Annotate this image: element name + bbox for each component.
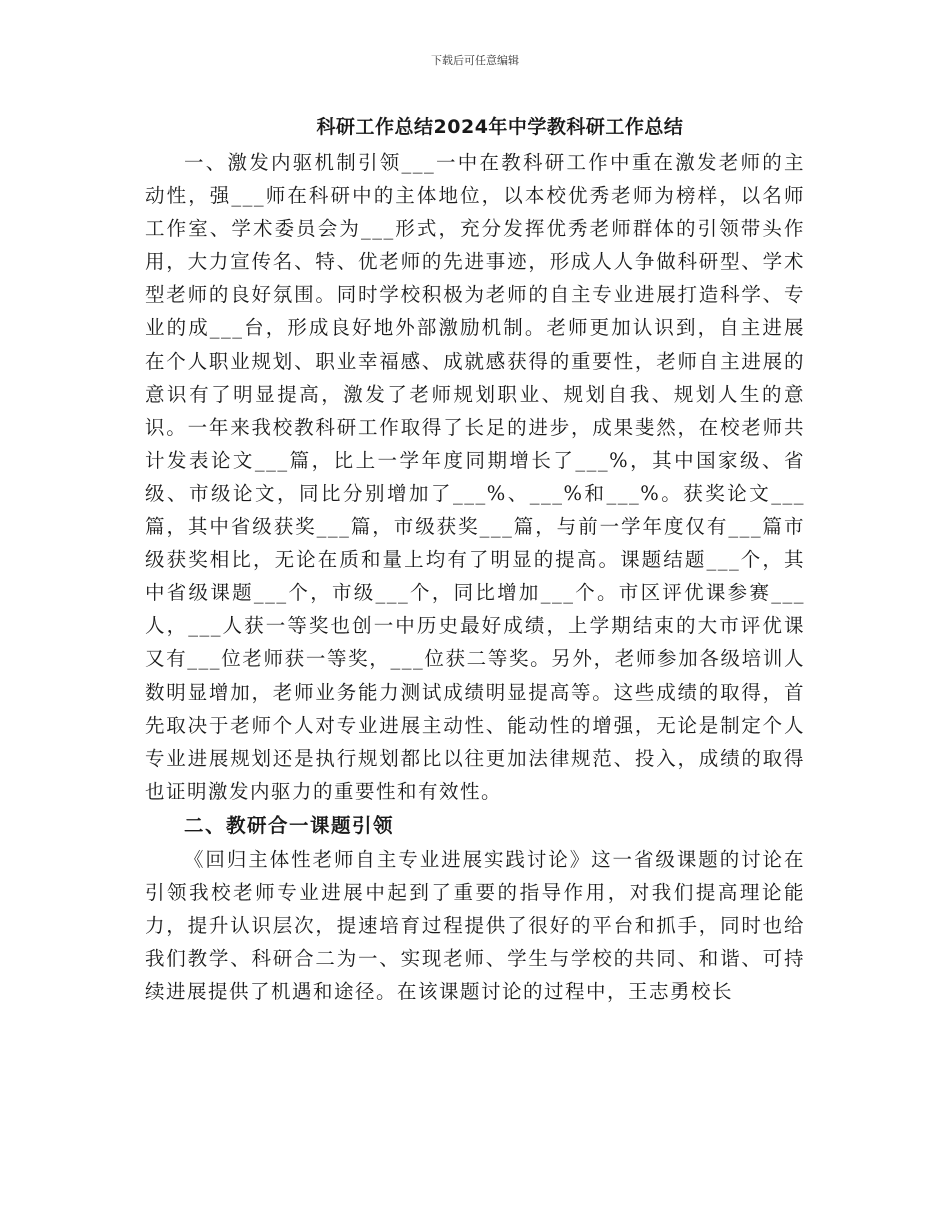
section-2-heading: 二、教研合一课题引领 [184, 813, 395, 837]
document-body [145, 146, 805, 1008]
paragraph-section-1: 一、激发内驱机制引领___一中在教科研工作中重在激发老师的主动性，强___师在科研中的主体地位，以本校优秀老师为榜样，以名师工作室、学术委员会为___形式，充分发挥优秀老师群体的引领带头作用，大力宣传名、特、优老师的先进事迹，形成人人争做科研型、学术型老师的良好氛围。同时学校积极为老师的自主专业进展打造科学、专业的成___台，形成良好地外部激励机制。老师更加认识到，自主进展在个人职业规划、职业幸福感、成就感获得的重要性，老师自主进展的意识有了明显提高，激发了老师规划职业、规划自我、规划人生的意识。一年来我校教科研工作取得了长足的进步，成果斐然，在校老师共计发表论文___篇，比上一学年度同期增长了___%，其中国家级、省级、市级论文，同比分别增加了___%、___%和___%。获奖论文___篇，其中省级获奖___篇，市级获奖___篇，与前一学年度仅有___篇市级获奖相比，无论在质和量上均有了明显的提高。课题结题___个，其中省级课题___个，市级___个，同比增加___个。市区评优课参赛___人，___人获一等奖也创一中历史最好成绩，上学期结束的大市评优课又有___位老师获一等奖，___位获二等奖。另外，老师参加各级培训人数明显增加，老师业务能力测试成绩明显提高等。这些成绩的取得，首先取决于老师个人对专业进展主动性、能动性的增强，无论是制定个人专业进展规划还是执行规划都比以往更加法律规范、投入，成绩的取得也证明激发内驱力的重要性和有效性。 [145, 151, 805, 803]
paragraph-section-2: 《回归主体性老师自主专业进展实践讨论》这一省级课题的讨论在引领我校老师专业进展中起到了重要的指导作用，对我们提高理论能力，提升认识层次，提速培育过程提供了很好的平台和抓手，同时也给我们教学、科研合二为一、实现老师、学生与学校的共同、和谐、可持续进展提供了机遇和途径。在该课题讨论的过程中，王志勇校长 [145, 847, 805, 1004]
page-header-note: 下载后可任意编辑 [431, 54, 519, 67]
document-title: 科研工作总结2024年中学教科研工作总结 [316, 116, 684, 138]
